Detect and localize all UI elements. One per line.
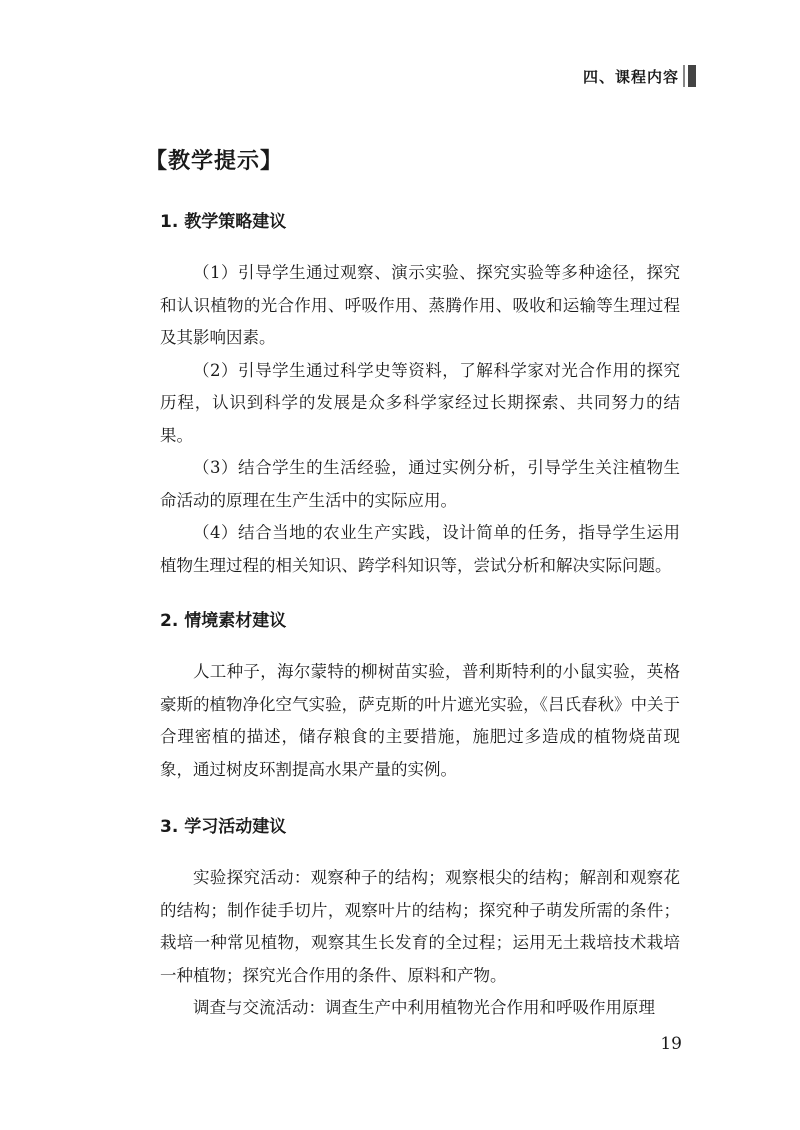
subheading-teaching-strategy: 1. 教学策略建议 (160, 212, 287, 232)
header-thin-bar (683, 65, 685, 87)
header-thick-bar (688, 65, 696, 87)
subheading-learning-activities: 3. 学习活动建议 (160, 817, 287, 837)
section-title: 【教学提示】 (145, 149, 284, 174)
paragraph: 人工种子，海尔蒙特的柳树苗实验，普利斯特利的小鼠实验，英格豪斯的植物净化空气实验，萨克斯的叶片遮光实验，《吕氏春秋》中关于合理密植的描述，储存粮食的主要措施，施肥过多造成的植物烧苗现象，通过树皮环割提高水果产量的实例。 (160, 662, 680, 779)
paragraph: （2）引导学生通过科学史等资料，了解科学家对光合作用的探究历程，认识到科学的发展是众多科学家经过长期探索、共同努力的结果。 (160, 360, 680, 445)
paragraph: （1）引导学生通过观察、演示实验、探究实验等多种途径，探究和认识植物的光合作用、呼吸作用、蒸腾作用、吸收和运输等生理过程及其影响因素。 (160, 263, 680, 347)
running-header (583, 64, 696, 88)
page-content (145, 140, 680, 1025)
page-number: 19 (660, 1034, 682, 1054)
paragraph: （4）结合当地的农业生产实践，设计简单的任务，指导学生运用植物生理过程的相关知识、跨学科知识等，尝试分析和解决实际问题。 (160, 523, 680, 575)
paragraph: 实验探究活动：观察种子的结构；观察根尖的结构；解剖和观察花的结构；制作徒手切片，观察叶片的结构；探究种子萌发所需的条件；栽培一种常见植物，观察其生长发育的全过程；运用无土栽培技术栽培一种植物；探究光合作用的条件、原料和产物。 (160, 868, 680, 985)
paragraph: 调查与交流活动：调查生产中利用植物光合作用和呼吸作用原理 (193, 998, 655, 1017)
running-header-text: 四、课程内容 (582, 67, 679, 86)
paragraph: （3）结合学生的生活经验，通过实例分析，引导学生关注植物生命活动的原理在生产生活中的实际应用。 (160, 458, 680, 510)
subheading-situational-materials: 2. 情境素材建议 (160, 611, 287, 631)
header-bar-decoration (683, 64, 696, 88)
